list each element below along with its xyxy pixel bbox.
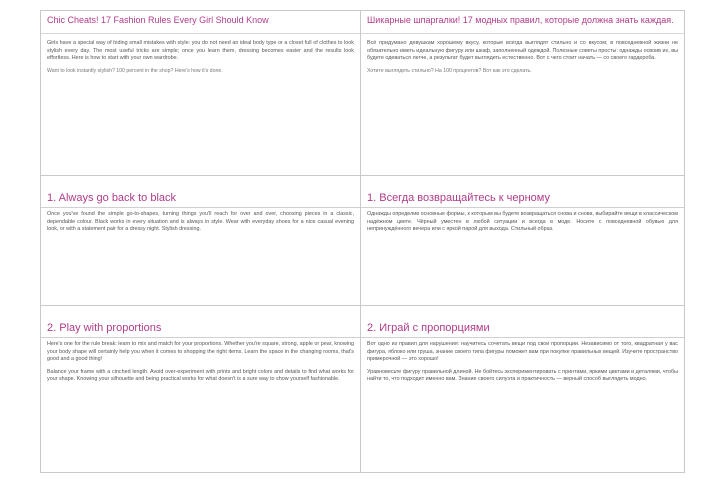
left-section-1-cell [41, 176, 361, 306]
section-text-ru: Вот одно из правил для нарушения: научитесь сочетать вещи под свои пропорции. Независимо от того, квадратная у вас фигура, яблоко или груша, знание своего типа фигуры поможет вам при покупке правильных вещей. Изучите пространство примерочной — это хорошо! [367, 341, 678, 363]
heading-divider [41, 337, 360, 338]
intro-note-ru: Хотите выглядеть стильно? На 100 процентов? Вот как это сделать. [367, 67, 532, 74]
bilingual-article-table [40, 10, 685, 473]
section-heading-en: 2. Play with proportions [47, 322, 162, 334]
left-title-wrap [41, 11, 360, 34]
article-title-ru: Шикарные шпаргалки! 17 модных правил, которые должна знать каждая. [367, 15, 674, 25]
section-text-ru-2: Уравновесьте фигуру правильной длиной. Не бойтесь экспериментировать с принтами, яркими цветами и деталями, чтобы найти то, что подходит именно вам. Знание своего силуэта и практичность — верный способ выглядеть модно. [367, 368, 678, 383]
heading-divider [361, 207, 684, 208]
section-heading-ru: 1. Всегда возвращайтесь к черному [367, 192, 550, 204]
right-section-2-cell [361, 306, 685, 473]
heading-divider [41, 207, 360, 208]
right-title-wrap [361, 11, 684, 34]
intro-text-en: Girls have a special way of hiding small mistakes with style: you do not need an ideal body type or a closet full of clothes to look stylish every day. The most useful tricks are simple; once you learn them, dressing becomes easier and the results look effortless. Here is how to start with your own wardrobe. [47, 40, 354, 62]
section-text-en: Once you've found the simple go-to-shapes, turning things you'll reach for over and over, choosing pieces in a classic, dependable colour. Black works in every situation and is always in style. Wear with everyday shoes for a nice casual evening look, or with a statement pair for a dressy night. Stylish dressing. [47, 211, 354, 233]
section-heading-ru: 2. Играй с пропорциями [367, 322, 490, 334]
left-section-2-cell [41, 306, 361, 473]
section-text-ru: Однажды определив основные формы, к которым вы будете возвращаться снова и снова, выбирайте вещи в классическом надёжном цвете. Чёрный уместен в любой ситуации и всегда в моде. Носите с повседневной обувью для непринуждённого вечера или с яркой парой для выхода. Стильный образ. [367, 211, 678, 233]
right-section-1-cell [361, 176, 685, 306]
section-heading-en: 1. Always go back to black [47, 192, 177, 204]
intro-text-ru: Всё придумано девушкам хорошему вкусу, которые всегда выглядят стильно и со вкусом; в повседневной жизни не обязательно иметь идеальную фигуру или шкаф, заполненный одеждой. Полезные советы просты: однажды освоив их, вы будете одеваться легче, а результат будет выглядеть естественно. Вот с чего стоит начать — со своего гардероба. [367, 40, 678, 62]
article-title-en: Chic Cheats! 17 Fashion Rules Every Girl Should Know [47, 15, 269, 25]
section-text-en: Here's one for the rule break: learn to mix and match for your proportions. Whether you're square, strong, apple or pear, knowing your body shape will certainly help you when it comes to shopping the right items. Learn the space in the changing rooms, that's good and a good thing! [47, 341, 354, 363]
right-intro-cell [361, 11, 685, 176]
intro-note-en: Want to look instantly stylish? 100 percent in the shop? Here's how it's done. [47, 67, 223, 74]
section-text-en-2: Balance your frame with a cinched length. Avoid over-experiment with prints and bright colors and details to find what works for your shape. Knowing your silhouette and being practical works for what doesn't is a sure way to show yourself fashionable. [47, 368, 354, 383]
left-intro-cell [41, 11, 361, 176]
heading-divider [361, 337, 684, 338]
